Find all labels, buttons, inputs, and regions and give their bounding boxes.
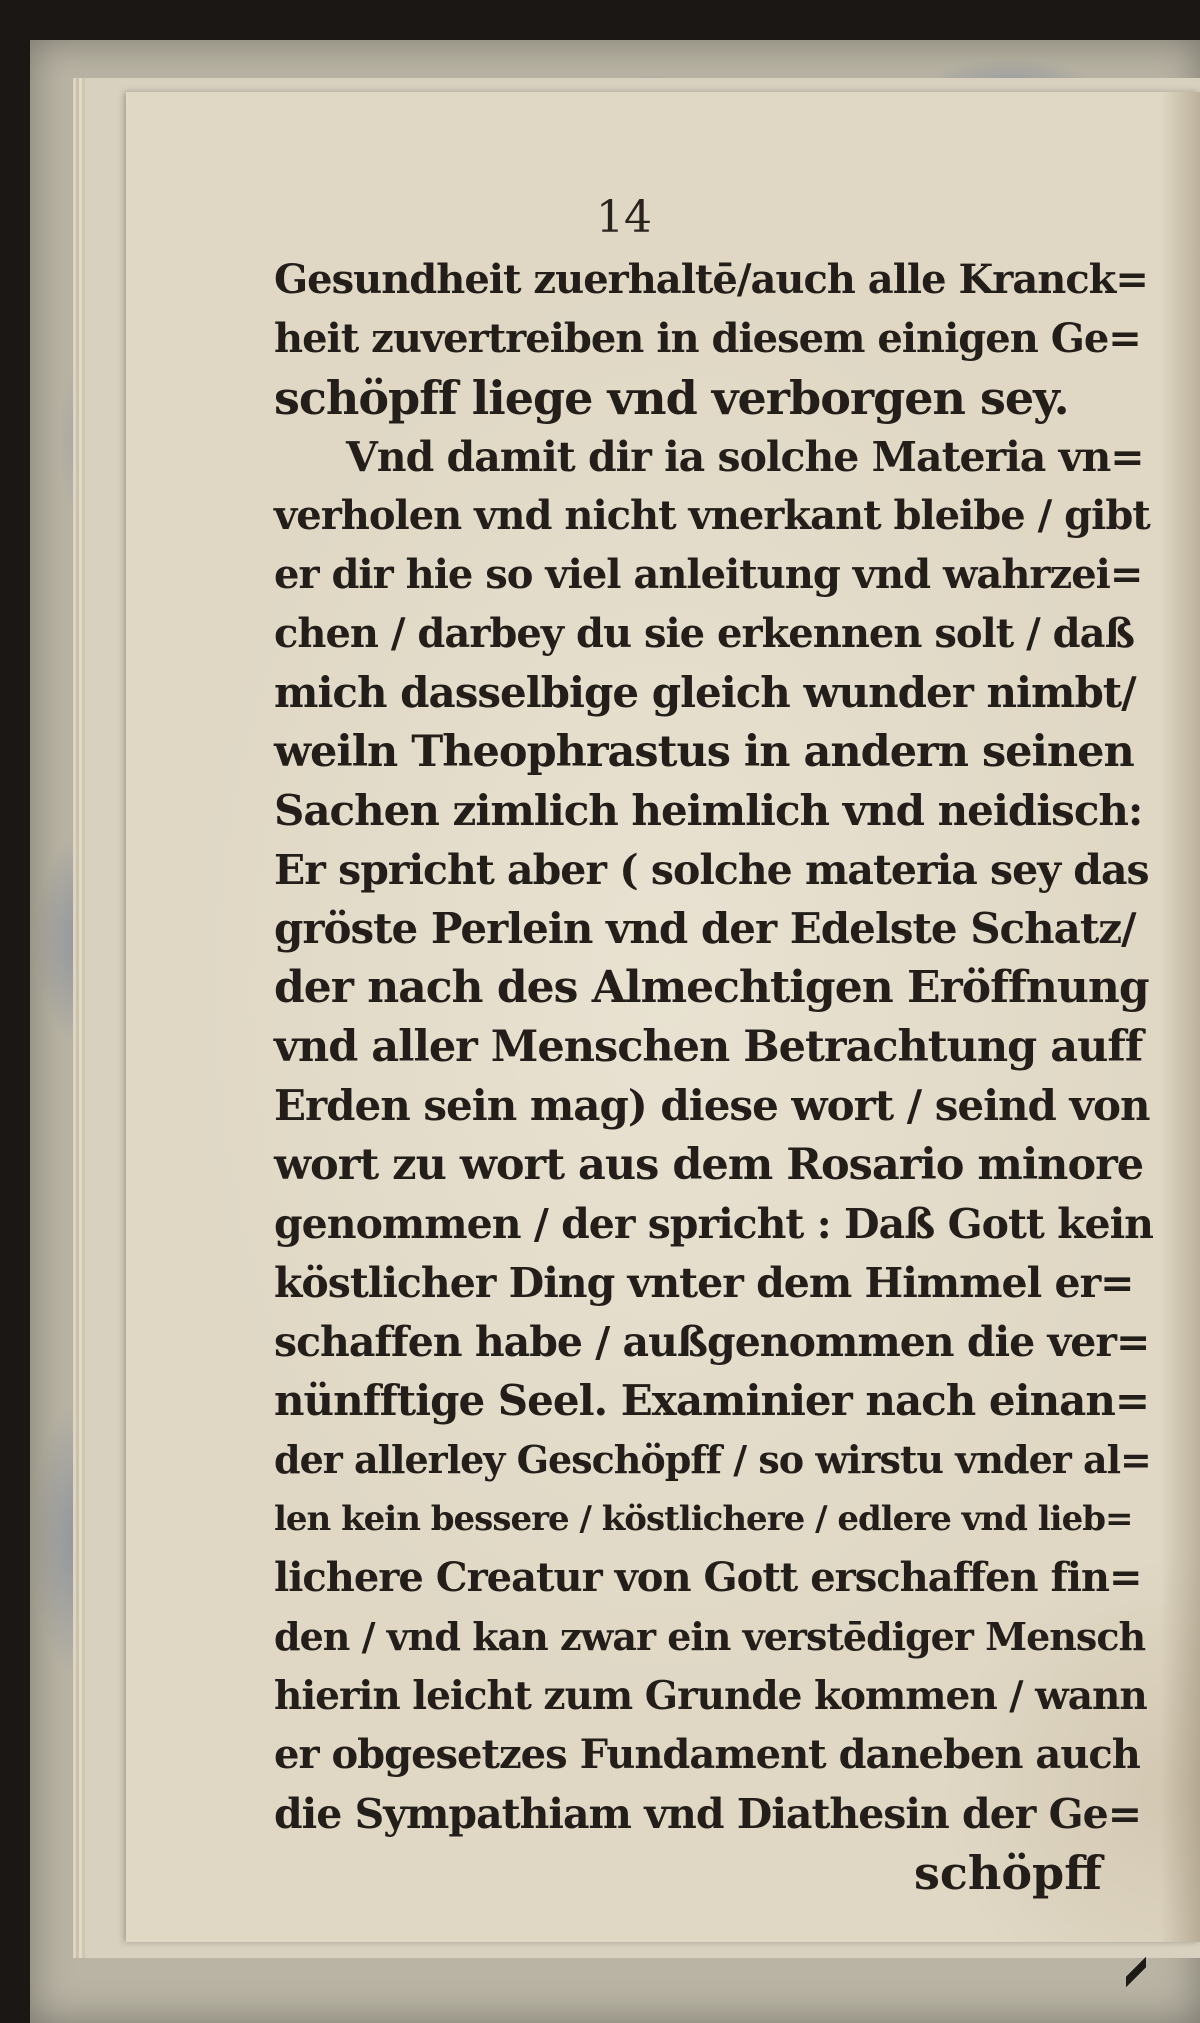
text-line: Vnd damit dir ia solche Materia vn=	[346, 433, 1144, 481]
text-line: genommen / der spricht : Daß Gott kein	[274, 1200, 1153, 1248]
text-line: Sachen zimlich heimlich vnd neidisch:	[274, 786, 1143, 835]
book-page	[126, 92, 1200, 1942]
text-line: der allerley Geschöpff / so wirstu vnder al=	[274, 1437, 1151, 1482]
text-line: chen / darbey du sie erkennen solt / daß	[274, 610, 1134, 657]
text-line: er obgesetzes Fundament daneben auch	[274, 1731, 1140, 1778]
text-line: den / vnd kan zwar ein verstēdiger Mensch	[274, 1614, 1146, 1659]
text-line: der nach des Almechtigen Eröffnung	[274, 962, 1149, 1013]
text-line: verholen vnd nicht vnerkant bleibe / gibt	[274, 492, 1150, 539]
gutter-shadow	[1160, 92, 1200, 1942]
text-line: mich dasselbige gleich wunder nimbt/	[274, 668, 1136, 717]
text-line: heit zuvertreiben in diesem einigen Ge=	[274, 315, 1141, 362]
text-line: vnd aller Menschen Betrachtung auff	[274, 1022, 1143, 1072]
corner-mark	[1126, 1955, 1146, 1989]
text-line: hierin leicht zum Grunde kommen / wann	[274, 1673, 1147, 1719]
text-line: schaffen habe / außgenommen die ver=	[274, 1318, 1150, 1366]
text-line: len kein bessere / köstlichere / edlere vnd lieb=	[274, 1499, 1133, 1539]
text-line: Er spricht aber ( solche materia sey das	[274, 846, 1149, 894]
text-line: die Sympathiam vnd Diathesin der Ge=	[274, 1790, 1142, 1838]
text-line: er dir hie so viel anleitung vnd wahrzei=	[274, 551, 1143, 598]
page-number: 14	[596, 192, 652, 243]
text-line: weiln Theophrastus in andern seinen	[274, 727, 1134, 777]
text-line: Erden sein mag) diese wort / seind von	[274, 1081, 1150, 1130]
text-line: gröste Perlein vnd der Edelste Schatz/	[274, 904, 1136, 953]
catchword: schöpff	[914, 1846, 1102, 1900]
text-line: lichere Creatur von Gott erschaffen fin=	[274, 1554, 1142, 1601]
text-line: nünfftige Seel. Examinier nach einan=	[274, 1376, 1150, 1425]
text-line: schöpff liege vnd verborgen sey.	[274, 371, 1069, 425]
text-line: köstlicher Ding vnter dem Himmel er=	[274, 1259, 1134, 1307]
text-line: Gesundheit zuerhaltē/auch alle Kranck=	[274, 256, 1148, 303]
text-line: wort zu wort aus dem Rosario minore	[274, 1140, 1144, 1190]
